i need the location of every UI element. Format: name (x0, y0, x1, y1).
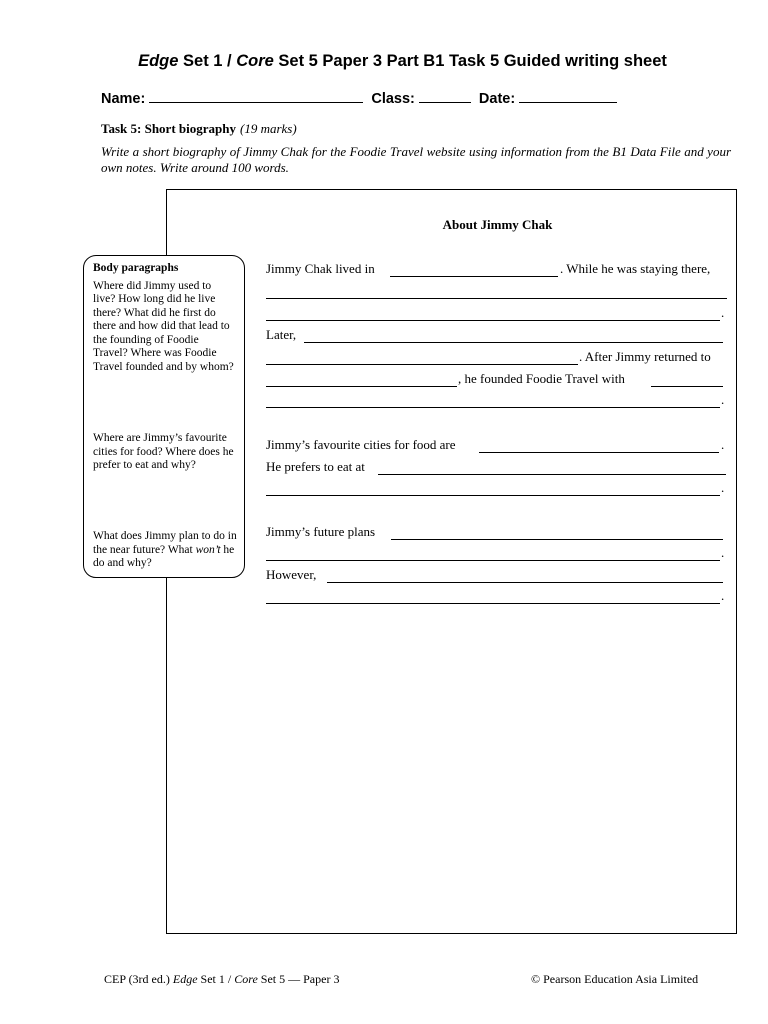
guide-heading: Body paragraphs (93, 262, 179, 274)
date-label: Date: (478, 91, 516, 107)
p3-period-2: . (721, 588, 725, 603)
class-label: Class: (371, 91, 415, 107)
p2-fav-text: Jimmy’s favourite cities for food are (266, 437, 456, 452)
student-info-row (101, 88, 621, 107)
p1-staying-text: . While he was staying there, (560, 261, 711, 276)
p2-blank-cities[interactable] (479, 452, 719, 453)
task-instructions: Write a short biography of Jimmy Chak for the Foodie Travel website using information from the B1 Data File and your own notes. Write around 100 words. (101, 144, 731, 175)
p1-blank-line-3[interactable] (266, 320, 720, 321)
p3-blank-line-2[interactable] (266, 560, 720, 561)
p2-prefers-text: He prefers to eat at (266, 459, 365, 474)
p1-blank-line-2[interactable] (266, 298, 727, 299)
p1-blank-founder[interactable] (651, 386, 723, 387)
task-marks: (19 marks) (239, 121, 297, 136)
name-label: Name: (101, 91, 146, 107)
p2-blank-prefers[interactable] (378, 474, 726, 475)
p1-blank-line-7[interactable] (266, 407, 720, 408)
body-paragraphs-guide (83, 255, 245, 578)
date-field[interactable] (519, 88, 617, 103)
p1-period-2: . (721, 392, 725, 407)
guide-question-1: Where did Jimmy used to live? How long did he live there? What did he first do there and how did that lead to the founding of Foodie Travel? Where was Foodie Travel founded and by whom? (93, 279, 234, 373)
footer-copyright: © Pearson Education Asia Limited (531, 972, 699, 986)
p1-blank-place[interactable] (390, 276, 558, 277)
p2-blank-line-3[interactable] (266, 495, 720, 496)
p3-period-1: . (721, 545, 725, 560)
p3-however-text: However, (266, 567, 317, 582)
p1-blank-later[interactable] (304, 342, 723, 343)
footer-course: CEP (3rd ed.) Edge Set 1 / Core Set 5 — Paper 3 (104, 972, 340, 986)
p1-blank-line-5[interactable] (266, 364, 578, 365)
task-heading: Task 5: Short biography (19 marks) (101, 121, 297, 136)
p3-blank-line-4[interactable] (266, 603, 720, 604)
p1-lived-text: Jimmy Chak lived in (266, 261, 375, 276)
p2-period-1: . (721, 437, 725, 452)
p3-blank-however[interactable] (327, 582, 723, 583)
p1-after-text: . After Jimmy returned to (579, 349, 711, 364)
writing-title: About Jimmy Chak (442, 217, 553, 232)
p1-founded-text: , he founded Foodie Travel with (458, 371, 625, 386)
worksheet-title: Edge Set 1 / Core Set 5 Paper 3 Part B1 Task 5 Guided writing sheet (138, 52, 667, 70)
p2-period-2: . (721, 480, 725, 495)
name-field[interactable] (149, 88, 363, 103)
guide-question-3: What does Jimmy plan to do in the near future? What won’t he do and why? (93, 530, 237, 569)
writing-area-frame (166, 189, 737, 934)
guide-question-2: Where are Jimmy’s favourite cities for food? Where does he prefer to eat and why? (93, 432, 234, 471)
p1-period-1: . (721, 305, 725, 320)
p1-later-text: Later, (266, 327, 297, 342)
p3-plans-text: Jimmy’s future plans (266, 524, 376, 539)
p1-blank-returned[interactable] (266, 386, 457, 387)
class-field[interactable] (419, 88, 471, 103)
p3-blank-plans[interactable] (391, 539, 723, 540)
